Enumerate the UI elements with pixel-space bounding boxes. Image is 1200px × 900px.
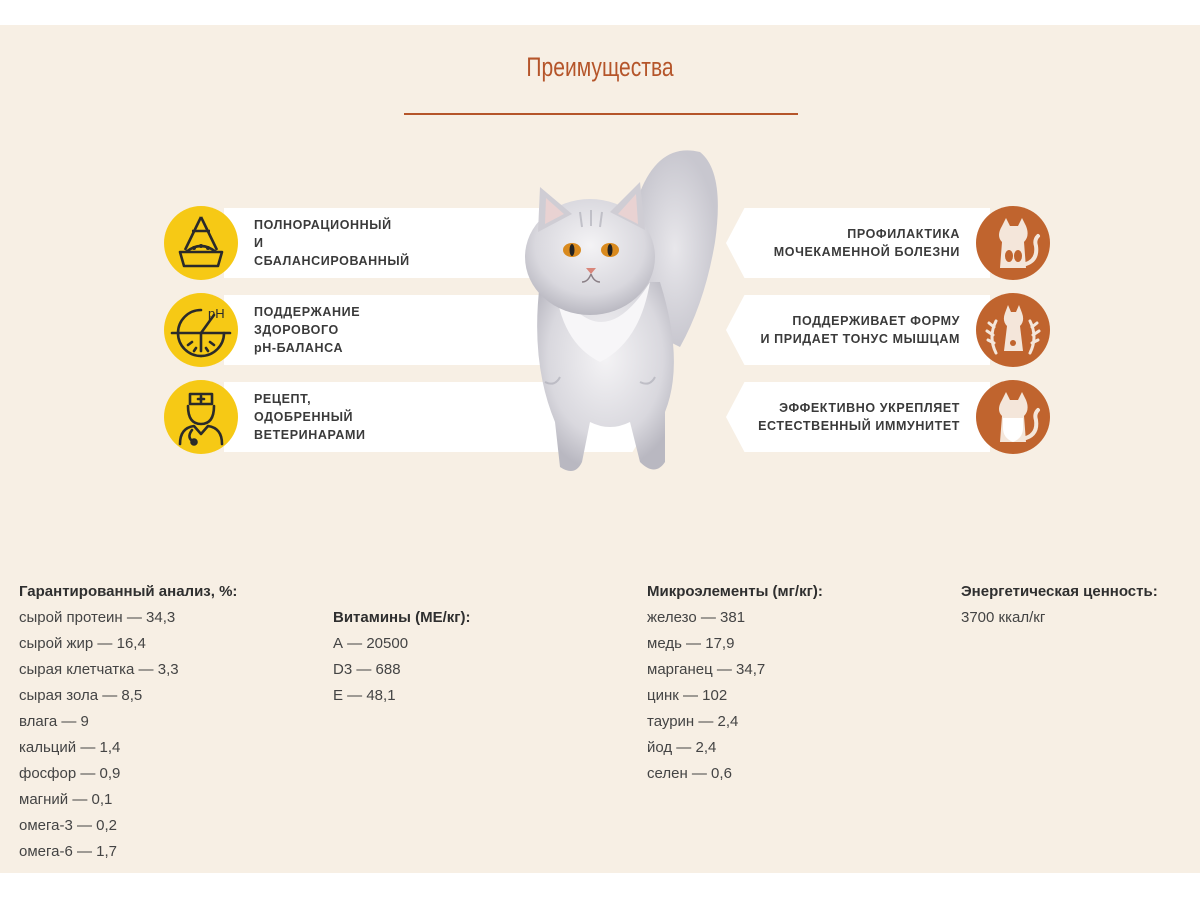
cat-kidney-icon <box>976 206 1050 280</box>
cat-illustration <box>500 132 730 487</box>
feature-text <box>254 206 410 280</box>
micro-heading: Микроэлементы (мг/кг): <box>647 583 823 600</box>
list-item: йод — 2,4 <box>647 739 717 756</box>
feature-line: ПОЛНОРАЦИОННЫЙ <box>254 218 392 232</box>
feature-immunity <box>726 380 1050 454</box>
list-item: А — 20500 <box>333 635 409 652</box>
feature-line: ПРОФИЛАКТИКА <box>847 227 960 241</box>
list-item: железо — 381 <box>647 609 746 626</box>
list-item: сырая зола — 8,5 <box>19 687 143 704</box>
feature-muscle-tone <box>726 293 1050 367</box>
section-title: Преимущества <box>526 52 674 82</box>
list-item: магний — 0,1 <box>19 791 113 808</box>
feature-text <box>774 206 960 280</box>
list-item: 3700 ккал/кг <box>961 609 1046 626</box>
list-item: сырая клетчатка — 3,3 <box>19 661 179 678</box>
feature-line: ПОДДЕРЖИВАЕТ ФОРМУ <box>792 314 960 328</box>
feature-line: ЕСТЕСТВЕННЫЙ ИММУНИТЕТ <box>758 419 960 433</box>
svg-text:pH: pH <box>208 306 225 321</box>
feature-text <box>758 380 960 454</box>
list-item: влага — 9 <box>19 713 89 730</box>
feature-line: МОЧЕКАМЕННОЙ БОЛЕЗНИ <box>773 245 960 259</box>
analysis-heading: Гарантированный анализ, %: <box>19 583 238 600</box>
feature-text <box>254 293 360 367</box>
feature-line: И ПРИДАЕТ ТОНУС МЫШЦАМ <box>760 332 960 346</box>
title-underline <box>404 113 798 115</box>
list-item: омега-6 — 1,7 <box>19 843 118 860</box>
list-item: кальций — 1,4 <box>19 739 121 756</box>
analysis-column <box>19 579 237 865</box>
veterinarian-icon <box>164 380 238 454</box>
list-item: таурин — 2,4 <box>647 713 739 730</box>
list-item: D3 — 688 <box>333 661 401 678</box>
feature-line: pH-БАЛАНСА <box>254 341 344 355</box>
feature-text <box>761 293 960 367</box>
list-item: медь — 17,9 <box>647 635 735 652</box>
vitamins-heading: Витамины (МЕ/кг): <box>333 609 471 626</box>
cat-shield-icon <box>976 380 1050 454</box>
list-item: марганец — 34,7 <box>647 661 766 678</box>
cat-laurel-icon <box>976 293 1050 367</box>
micro-column <box>647 579 823 787</box>
list-item: селен — 0,6 <box>647 765 732 782</box>
feature-line: И СБАЛАНСИРОВАННЫЙ <box>254 236 410 268</box>
feature-line: РЕЦЕПТ, ОДОБРЕННЫЙ <box>254 392 354 424</box>
feature-urolithiasis <box>726 206 1050 280</box>
list-item: Е — 48,1 <box>333 687 396 704</box>
food-bowl-icon <box>164 206 238 280</box>
feature-line: ВЕТЕРИНАРАМИ <box>254 428 366 442</box>
list-item: цинк — 102 <box>647 687 728 704</box>
ph-gauge-icon <box>164 293 238 367</box>
list-item: фосфор — 0,9 <box>19 765 121 782</box>
list-item: омега-3 — 0,2 <box>19 817 118 834</box>
feature-line: ЭФФЕКТИВНО УКРЕПЛЯЕТ <box>779 401 960 415</box>
feature-line: ПОДДЕРЖАНИЕ ЗДОРОВОГО <box>254 305 361 337</box>
energy-heading: Энергетическая ценность: <box>961 583 1158 600</box>
energy-column <box>961 579 1158 631</box>
feature-text <box>254 380 366 454</box>
list-item: сырой жир — 16,4 <box>19 635 146 652</box>
list-item: сырой протеин — 34,3 <box>19 609 176 626</box>
vitamins-column <box>333 605 471 709</box>
